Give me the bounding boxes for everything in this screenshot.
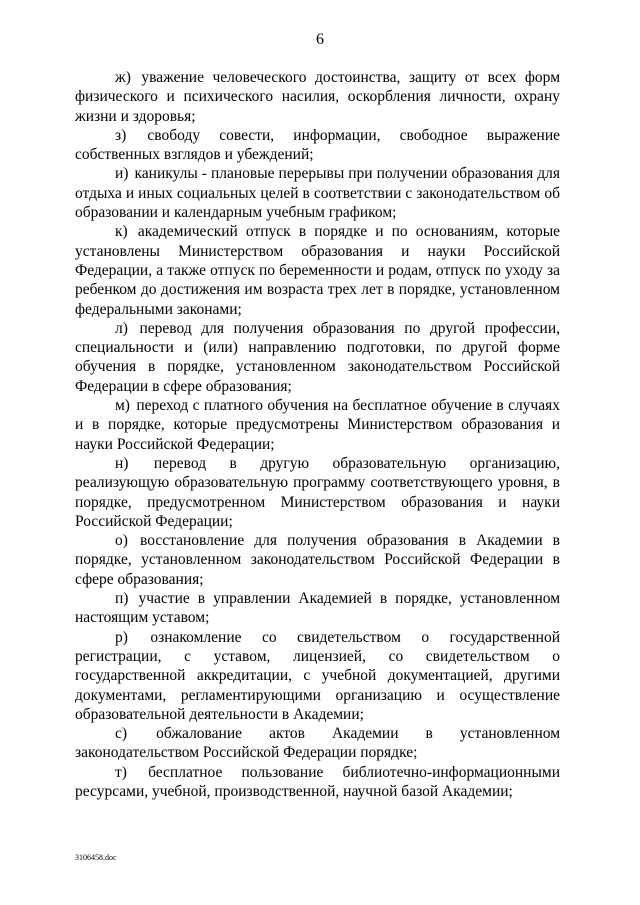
- list-marker: о): [115, 532, 128, 550]
- list-item-zh: [75, 68, 560, 126]
- list-item-text: ознакомление со свидетельством о государственной регистрации, с уставом, лицензией, со свидетельством о государственной аккредитации, с учебной документацией, другими документами, регламентирующими организацию и осуществление образовательной деятельности в Академии;: [75, 628, 560, 723]
- list-marker: т): [115, 763, 127, 781]
- list-marker: п): [115, 590, 129, 608]
- list-item-text: перевод в другую образовательную организацию, реализующую образовательную программу соответствующего уровня, в порядке, предусмотренном Министерством образования и науки Российской Федерации;: [75, 454, 560, 530]
- list-item-t: [75, 763, 560, 802]
- list-item-text: участие в управлении Академией в порядке, установленном настоящим уставом;: [75, 590, 561, 627]
- list-item-text: перевод для получения образования по другой профессии, специальности и (или) направлению подготовки, по другой форме обучения в порядке, установленном законодательством Российской Федерации в сфере образования;: [75, 319, 561, 395]
- list-item-text: восстановление для получения образования в Академии в порядке, установленном законодательством Российской Федерации в сфере образования;: [75, 532, 560, 588]
- list-item-text: бесплатное пользование библиотечно-информационными ресурсами, учебной, производственной, научной базой Академии;: [75, 763, 560, 800]
- list-marker: и): [115, 165, 129, 183]
- list-marker: н): [115, 454, 129, 472]
- list-item-k: [75, 222, 560, 318]
- list-item-text: переход с платного обучения на бесплатное обучение в случаях и в порядке, которые предусмотрены Министерством образования и науки Российской Федерации;: [75, 397, 560, 453]
- list-item-s: [75, 724, 560, 763]
- list-item-z: [75, 126, 560, 165]
- list-item-i: [75, 164, 560, 222]
- list-marker: л): [115, 319, 128, 337]
- page-number: 6: [316, 31, 324, 48]
- list-item-m: [75, 396, 560, 454]
- list-marker: м): [115, 397, 130, 415]
- list-item-o: [75, 531, 560, 589]
- list-item-r: [75, 628, 560, 724]
- list-item-text: уважение человеческого достоинства, защиту от всех форм физического и психического насилия, оскорбления личности, охрану жизни и здоровья;: [75, 69, 560, 125]
- list-item-n: [75, 454, 560, 531]
- list-marker: с): [115, 725, 128, 743]
- footer-filename: 3106458.doc: [75, 853, 117, 862]
- list-marker: р): [115, 628, 128, 646]
- list-item-l: [75, 319, 560, 396]
- document-body: [75, 68, 560, 801]
- list-item-text: свободу совести, информации, свободное выражение собственных взглядов и убеждений;: [75, 126, 561, 164]
- list-item-text: каникулы - плановые перерывы при получении образования для отдыха и иных социальных целей в соответствии с законодательством об образовании и календарным учебным графиком;: [75, 165, 560, 222]
- list-marker: з): [115, 126, 127, 144]
- list-item-text: академический отпуск в порядке и по основаниям, которые установлены Министерством образования и науки Российской Федерации, а также отпуск по беременности и родам, отпуск по уходу за ребенком до достижения им возраста трех лет в порядке, установленном федеральными законами;: [75, 223, 560, 318]
- list-marker: ж): [115, 69, 131, 86]
- list-item-p: [75, 589, 560, 628]
- list-marker: к): [115, 223, 128, 241]
- list-item-text: обжалование актов Академии в установленном законодательством Российской Федерации порядке;: [75, 725, 560, 762]
